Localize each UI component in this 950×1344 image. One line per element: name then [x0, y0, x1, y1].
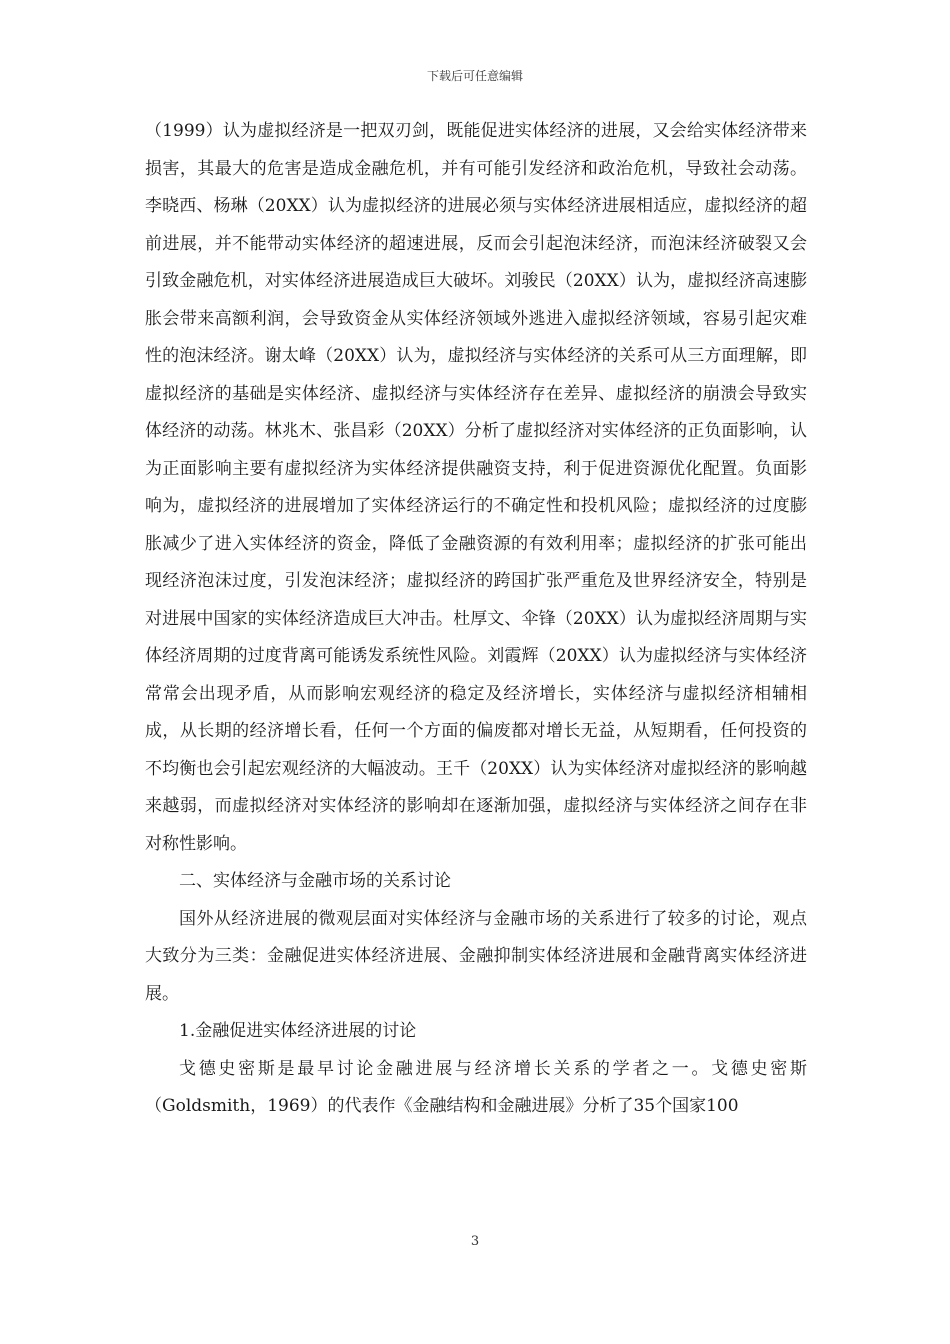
page-number: 3	[470, 1234, 480, 1249]
subsection-heading: 1.金融促进实体经济进展的讨论	[179, 1021, 417, 1041]
paragraph-literature-review: （1999）认为虚拟经济是一把双刃剑，既能促进实体经济的进展，又会给实体经济带来损害，其最大的危害是造成金融危机，并有可能引发经济和政治危机，导致社会动荡。李晓西、杨琳（20XX）认为虚拟经济的进展必须与实体经济进展相适应，虚拟经济的超前进展，并不能带动实体经济的超速进展，反而会引起泡沫经济，而泡沫经济破裂又会引致金融危机，对实体经济进展造成巨大破坏。刘骏民（20XX）认为，虚拟经济高速膨胀会带来高额利润，会导致资金从实体经济领域外逃进入虚拟经济领域，容易引起灾难性的泡沫经济。谢太峰（20XX）认为，虚拟经济与实体经济的关系可从三方面理解，即虚拟经济的基础是实体经济、虚拟经济与实体经济存在差异、虚拟经济的崩溃会导致实体经济的动荡。林兆木、张昌彩（20XX）分析了虚拟经济对实体经济的正负面影响，认为正面影响主要有虚拟经济为实体经济提供融资支持，利于促进资源优化配置。负面影响为，虚拟经济的进展增加了实体经济运行的不确定性和投机风险；虚拟经济的过度膨胀减少了进入实体经济的资金，降低了金融资源的有效利用率；虚拟经济的扩张可能出现经济泡沫过度，引发泡沫经济；虚拟经济的跨国扩张严重危及世界经济安全，特别是对进展中国家的实体经济造成巨大冲击。杜厚文、伞锋（20XX）认为虚拟经济周期与实体经济周期的过度背离可能诱发系统性风险。刘霞辉（20XX）认为虚拟经济与实体经济常常会出现矛盾，从而影响宏观经济的稳定及经济增长，实体经济与虚拟经济相辅相成，从长期的经济增长看，任何一个方面的偏废都对增长无益，从短期看，任何投资的不均衡也会引起宏观经济的大幅波动。王千（20XX）认为实体经济对虚拟经济的影响越来越弱，而虚拟经济对实体经济的影响却在逐渐加强，虚拟经济与实体经济之间存在非对称性影响。	[145, 121, 807, 854]
page-header: 下载后可任意编辑	[426, 69, 523, 83]
section-heading: 二、实体经济与金融市场的关系讨论	[179, 871, 451, 891]
paragraph-goldsmith: 戈德史密斯是最早讨论金融进展与经济增长关系的学者之一。戈德史密斯（Goldsmith，1969）的代表作《金融结构和金融进展》分析了35个国家100	[145, 1058, 807, 1116]
paragraph-intro: 国外从经济进展的微观层面对实体经济与金融市场的关系进行了较多的讨论，观点大致分为三类：金融促进实体经济进展、金融抑制实体经济进展和金融背离实体经济进展。	[145, 908, 807, 1004]
document-body	[145, 113, 807, 1126]
